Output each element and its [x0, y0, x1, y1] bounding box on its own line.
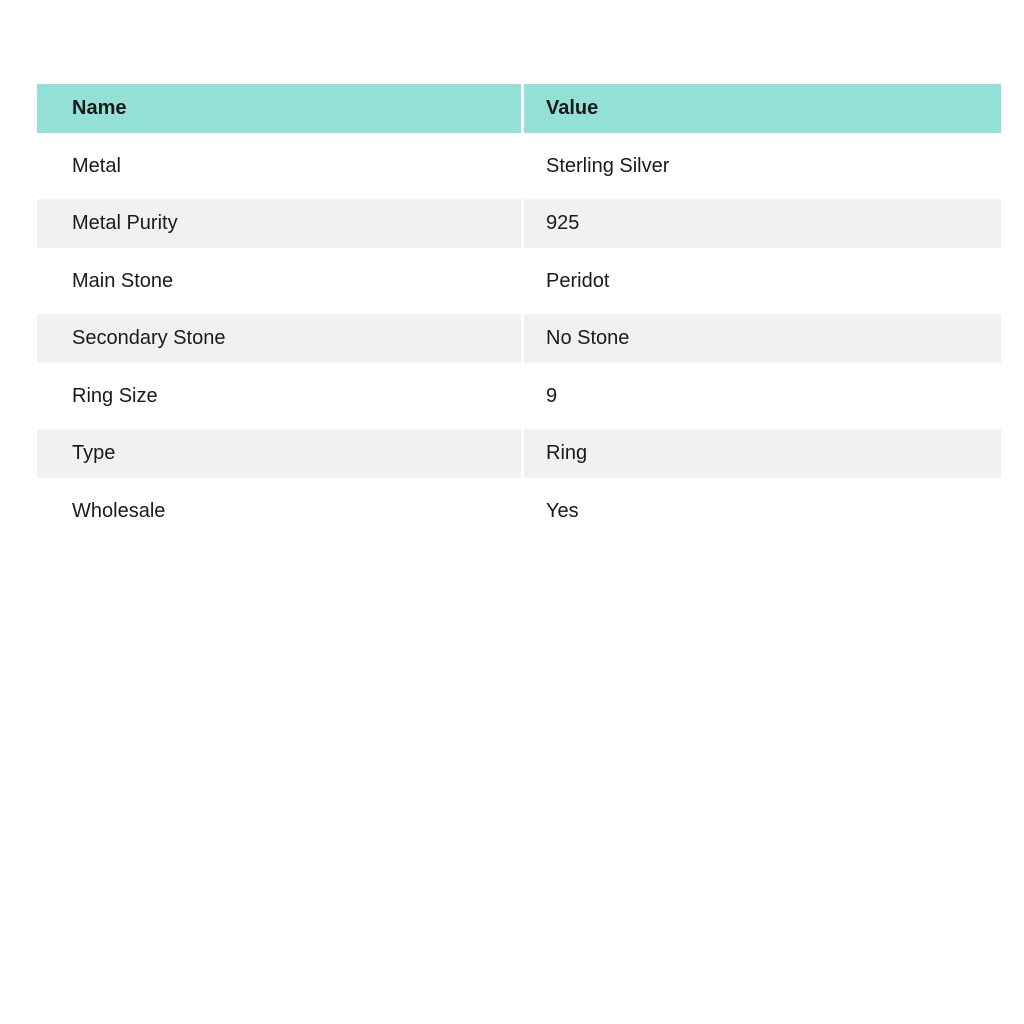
attribute-name-cell: Wholesale [37, 478, 524, 544]
table-row [37, 248, 1001, 314]
table-header [37, 84, 1001, 133]
attribute-name-cell: Secondary Stone [37, 314, 524, 363]
column-header-name: Name [37, 84, 524, 133]
attribute-value-cell: Peridot [524, 248, 1001, 314]
table-row [37, 133, 1001, 199]
attribute-name-cell: Type [37, 429, 524, 478]
attribute-value-cell: No Stone [524, 314, 1001, 363]
header-row [37, 84, 1001, 133]
table-row [37, 478, 1001, 544]
attribute-name-cell: Ring Size [37, 363, 524, 429]
attribute-name-cell: Main Stone [37, 248, 524, 314]
table-row [37, 429, 1001, 478]
table-row [37, 363, 1001, 429]
column-header-value: Value [524, 84, 1001, 133]
product-attributes-table [37, 84, 1001, 544]
attributes-table [37, 84, 1001, 544]
attribute-value-cell: Ring [524, 429, 1001, 478]
attribute-value-cell: Sterling Silver [524, 133, 1001, 199]
attribute-name-cell: Metal Purity [37, 199, 524, 248]
attribute-value-cell: Yes [524, 478, 1001, 544]
table-row [37, 199, 1001, 248]
attribute-name-cell: Metal [37, 133, 524, 199]
attribute-value-cell: 9 [524, 363, 1001, 429]
attribute-value-cell: 925 [524, 199, 1001, 248]
table-row [37, 314, 1001, 363]
table-body [37, 133, 1001, 544]
